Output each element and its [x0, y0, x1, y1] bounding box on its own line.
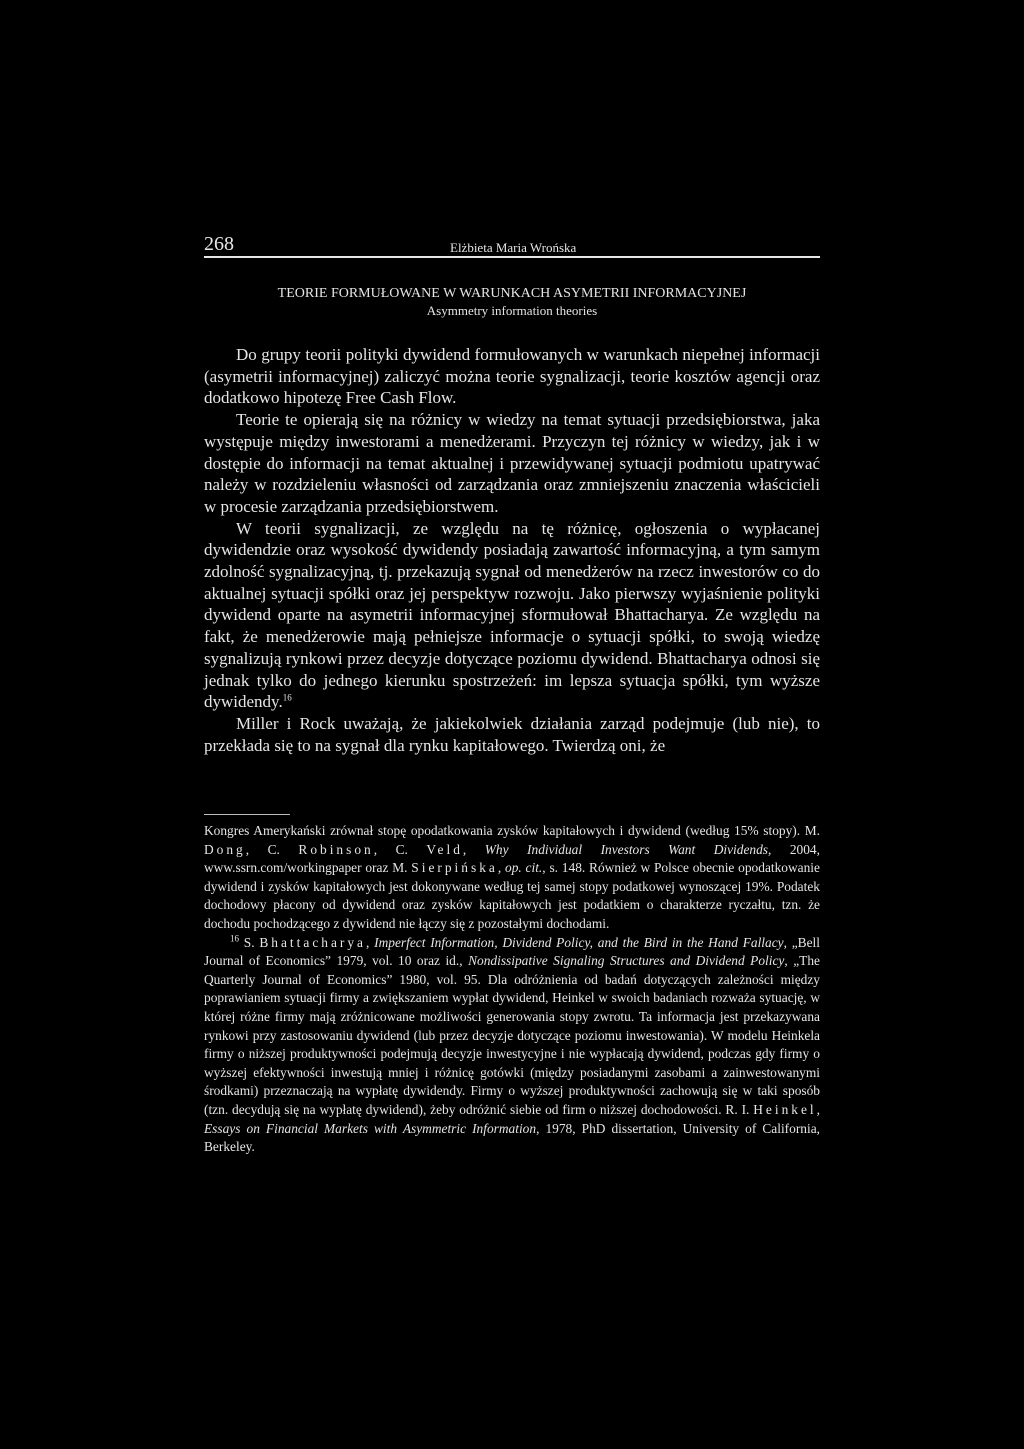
page-header [204, 232, 820, 258]
fn16-title-2: Nondissipative Signaling Structures and Dividend Policy [468, 953, 785, 969]
footnote-16-number: 16 [230, 933, 239, 944]
fn15-author-robinson: Robinson [298, 841, 374, 857]
running-head-author: Elżbieta Maria Wrońska [450, 240, 577, 255]
fn16-text: S. [239, 934, 255, 950]
fn15-author-veld: Veld [426, 841, 463, 857]
footnote-15 [204, 822, 820, 934]
footnote-ref-16: 16 [282, 692, 292, 703]
fn15-opcit: op. cit. [505, 860, 543, 876]
section-subtitle: Asymmetry information theories [426, 303, 598, 318]
footnote-rule [204, 814, 290, 815]
paragraph-3 [204, 518, 820, 713]
fn15-text: , [462, 841, 467, 857]
footnote-16 [204, 934, 820, 1157]
fn15-text: , 2004, www.ssrn.com/workingpaper oraz M. [204, 841, 820, 876]
fn16-text: , „Bell Journal of Economics” 1979, vol. 10 oraz id., [204, 934, 820, 969]
header-rule [204, 256, 820, 258]
fn15-text: , [497, 860, 502, 876]
fn15-text: , s. 148. Również w Polsce obecnie opodatkowanie dywidend i zysków kapitałowych jest dokonywane według tej samej stopy podatkowej wynoszącej 19%. Podatek dochodowy płacony od dywidend oraz zysków kapitałowych jest podatkiem o charakterze ryczałtu, tzn. że dochodu pochodzącego z dywidend nie łączy się z pozostałymi dochodami. [204, 860, 820, 931]
section-title: TEORIE FORMUŁOWANE W WARUNKACH ASYMETRII INFORMACYJNEJ [277, 286, 747, 301]
fn16-text: , [366, 934, 370, 950]
fn16-author-bhattacharya: Bhattacharya [259, 934, 366, 950]
body-text [204, 344, 820, 756]
fn16-text: , 1978, PhD dissertation, University of California, Berkeley. [204, 1120, 821, 1155]
fn16-author-heinkel: Heinkel [753, 1101, 817, 1117]
fn15-author-dong: Dong [204, 841, 246, 857]
paragraph-2: Teorie te opierają się na różnicy w wiedzy na temat sytuacji przedsiębiorstwa, jaka występuje między inwestorami a menedżerami. Przyczyn tej różnicy w wiedzy, jak i w dostępie do informacji na temat aktualnej i przewidywanej sytuacji podmiotu upatrywać należy w rozdzieleniu własności od zarządzania oraz zmniejszeniu znaczenia właścicieli w procesie zarządzania przedsiębiorstwem. [204, 410, 820, 516]
fn15-text: Kongres Amerykański zrównał stopę opodatkowania zysków kapitałowych i dywidend (według 15% stopy). M. [204, 823, 820, 838]
fn16-title-3: Essays on Financial Markets with Asymmetric Information [204, 1120, 537, 1136]
paragraph-1: Do grupy teorii polityki dywidend formułowanych w warunkach niepełnej informacji (asymetrii informacyjnej) zaliczyć można teorie sygnalizacji, teorie kosztów agencji oraz dodatkowo hipotezę Free Cash Flow. [204, 345, 820, 408]
footnotes [204, 822, 820, 1157]
fn15-text: , C. [245, 841, 280, 857]
fn15-text: , C. [373, 841, 408, 857]
fn15-author-sierpinska: Sierpińska [411, 860, 498, 876]
fn16-text: , „The Quarterly Journal of Economics” 1980, vol. 95. Dla odróżnienia od badań dotyczących zależności między poprawianiem sytuacji firmy a zwiększaniem wypłat dywidend, Heinkel w swoich badaniach rozważa sytuację, w której różne firmy mają zróżnicowane możliwości generowania stopy zwrotu. Ta informacja jest przekazywana rynkowi przy zastosowaniu dywidend (lub przez decyzje dotyczące poziomu inwestowania). W modelu Heinkela firmy o niższej produktywności podejmują decyzje inwestycyjne i nie wypłacają dywidend, podczas gdy firmy o wyższej efektywności inwestują mniej i różnicę gotówki (między posiadanymi zasobami a zainwestowanymi środkami) przeznaczają na wypłatę dywidendy. Firmy o wyższej produktywności zachowują się w taki sposób (tzn. decydują się na wypłatę dywidend), żeby odróżnić siebie od firm o niższej dochodowości. R. I. [204, 953, 820, 1117]
paragraph-3-text: W teorii sygnalizacji, ze względu na tę różnicę, ogłoszenia o wypłacanej dywidendzie oraz wysokość dywidendy posiadają zawartość informacyjną, a tym samym zdolność sygnalizacyjną, tj. przekazują sygnał od menedżerów na rzecz inwestorów co do aktualnej sytuacji spółki oraz jej perspektyw rozwoju. Jako pierwszy wyjaśnienie polityki dywidend oparte na asymetrii informacyjnej sformułował Bhattacharya. Ze względu na fakt, że menedżerowie mają pełniejsze informacje o sytuacji spółki, to swoją wiedzę sygnalizują rynkowi przez decyzje dotyczące poziomu dywidend. Bhattacharya odnosi się jednak tylko do jednego kierunku spostrzeżeń: im lepsza sytuacja spółki, tym wyższe dywidendy. [204, 518, 820, 712]
paragraph-4: Miller i Rock uważają, że jakiekolwiek działania zarząd podejmuje (lub nie), to przekłada się to na sygnał dla rynku kapitałowego. Twierdzą oni, że [204, 713, 820, 755]
fn16-title-1: Imperfect Information, Dividend Policy, and the Bird in the Hand Fallacy [374, 934, 784, 950]
fn16-text: , [816, 1101, 820, 1117]
page-number: 268 [204, 233, 234, 255]
fn15-title: Why Individual Investors Want Dividends [484, 841, 768, 857]
